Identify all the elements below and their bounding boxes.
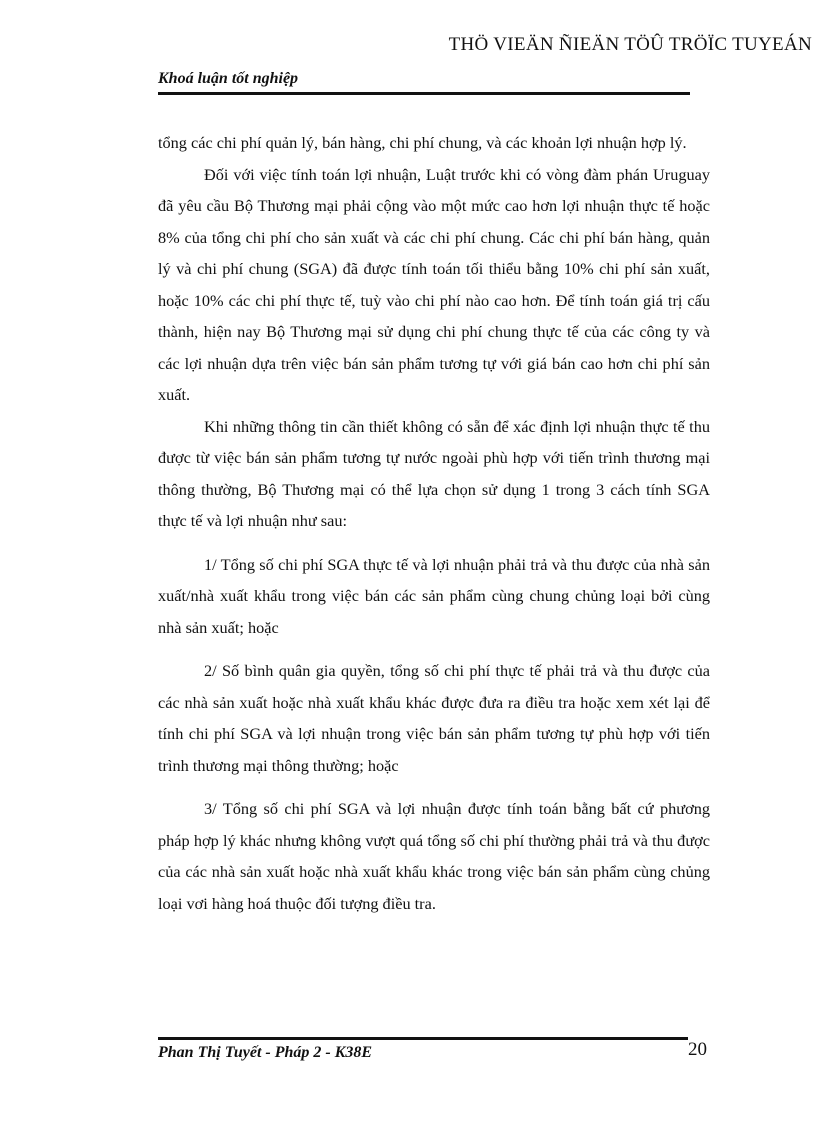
list-item-option-1: 1/ Tổng số chi phí SGA thực tế và lợi nhuận phải trả và thu được của nhà sản xuất/nhà xuất khẩu trong việc bán các sản phẩm cùng chung chủng loại bởi cùng nhà sản xuất; hoặc xyxy=(158,554,710,637)
paragraph-profit-calculation: Đối với việc tính toán lợi nhuận, Luật trước khi có vòng đàm phán Uruguay đã yêu cầu Bộ Thương mại phải cộng vào một mức cao hơn lợi nhuận thực tế hoặc 8% của tổng chi phí cho sản xuất và các chi phí chung. Các chi phí bán hàng, quản lý và chi phí chung (SGA) đã được tính toán tối thiểu bằng 10% chi phí sản xuất, hoặc 10% các chi phí thực tế, tuỳ vào chi phí nào cao hơn. Để tính toán giá trị cấu thành, hiện nay Bộ Thương mại sử dụng chi phí chung thực tế của các công ty và các lợi nhuận dựa trên việc bán sản phẩm tương tự với giá bán cao hơn chi phí sản xuất. xyxy=(158,164,710,404)
list-item-option-2: 2/ Số bình quân gia quyền, tổng số chi phí thực tế phải trả và thu được của các nhà sản xuất hoặc nhà xuất khẩu khác được đưa ra điều tra hoặc xem xét lại để tính chi phí SGA và lợi nhuận trong việc bán sản phẩm tương tự phù hợp với tiến trình thương mại thông thường; hoặc xyxy=(158,661,710,775)
header-divider xyxy=(158,92,690,95)
footer-divider xyxy=(158,1037,688,1040)
page-number: 20 xyxy=(688,1039,707,1060)
document-body xyxy=(158,127,710,919)
list-item-option-3: 3/ Tổng số chi phí SGA và lợi nhuận được tính toán bằng bất cứ phương pháp hợp lý khác nhưng không vượt quá tổng số chi phí thường phải trả và thu được của các nhà sản xuất hoặc nhà xuất khẩu khác trong việc bán sản phẩm cùng chủng loại vơi hàng hoá thuộc đối tượng điều tra. xyxy=(158,799,710,913)
paragraph-continuation: tổng các chi phí quản lý, bán hàng, chi phí chung, và các khoản lợi nhuận hợp lý. xyxy=(158,133,687,152)
watermark-text: THÖ VIEÄN ÑIEÄN TÖÛ TRÖÏC TUYEÁN xyxy=(448,34,812,55)
footer-author: Phan Thị Tuyết - Pháp 2 - K38E xyxy=(158,1044,373,1061)
paragraph-missing-info: Khi những thông tin cần thiết không có sẵn để xác định lợi nhuận thực tế thu được từ việc bán sản phẩm tương tự nước ngoài phù hợp với tiến trình thương mại thông thường, Bộ Thương mại có thể lựa chọn sử dụng 1 trong 3 cách tính SGA thực tế và lợi nhuận như sau: xyxy=(158,416,710,530)
document-header-title: Khoá luận tốt nghiệp xyxy=(158,70,299,87)
